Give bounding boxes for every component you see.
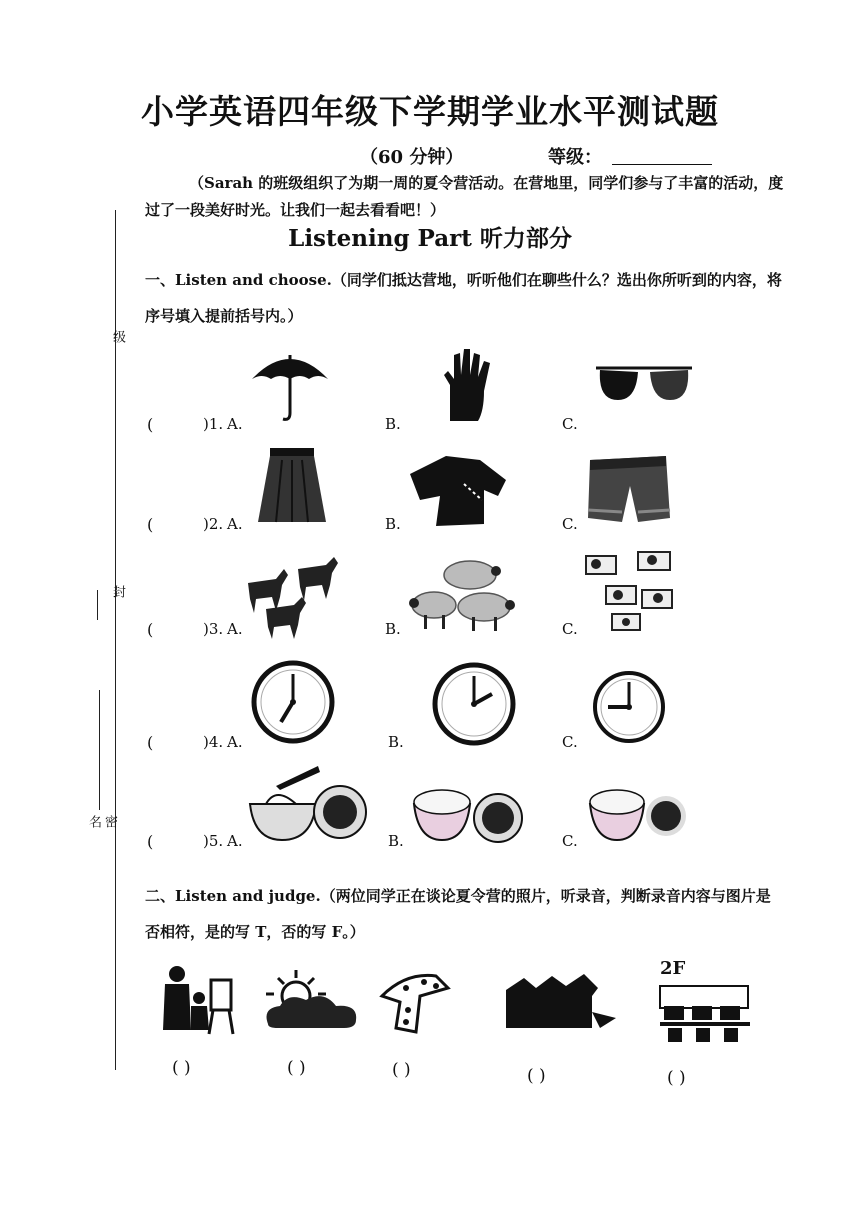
skirt-icon[interactable] [252,446,332,526]
sun-cloud-icon[interactable] [258,968,362,1032]
option-c-label: C. [562,515,578,533]
drawing-class-icon[interactable] [155,964,235,1036]
question-number: )1. [203,415,224,433]
margin-name-line [99,690,100,810]
farm-icon[interactable] [496,972,620,1038]
section2-heading: 二、Listen and judge.（两位同学正在谈论夏令营的照片，听录音，判断录音内容与图片是否相符，是的写 T，否的写 F。） [145,887,771,941]
option-a-label: A. [227,620,243,638]
option-c-label: C. [562,733,578,751]
option-b-label: B. [385,415,401,433]
clock-9-icon[interactable] [592,670,666,744]
margin-label-name: 名 [86,815,101,828]
rice-vegetables-icon[interactable] [410,784,524,848]
option-c-label: C. [562,832,578,850]
margin-label-class: 级 [110,330,125,343]
option-a-label: A. [227,415,243,433]
jacket-icon[interactable] [406,450,510,530]
umbrella-icon[interactable] [248,345,332,425]
answer-paren[interactable]: ( [147,733,154,752]
scarf-icon[interactable] [376,966,456,1036]
option-b-label: B. [388,733,404,751]
duration: （60 分钟） [360,147,464,168]
margin-label-dense: 密 [102,815,117,828]
clock-2-icon[interactable] [432,662,516,746]
horses-icon[interactable] [240,555,344,641]
option-c-label: C. [562,620,578,638]
clock-7-icon[interactable] [251,660,335,744]
sunglasses-icon[interactable] [592,360,696,405]
answer-paren[interactable]: ( [147,620,154,639]
judge-answer-1[interactable]: ( ) [172,1058,191,1078]
question-number: )4. [203,733,224,751]
computer-room-icon[interactable] [652,982,756,1046]
judge-answer-3[interactable]: ( ) [392,1060,411,1080]
question-number: )3. [203,620,224,638]
judge-answer-5[interactable]: ( ) [667,1068,686,1088]
option-a-label: A. [227,733,243,751]
grade-label: 等级： [548,147,602,168]
cows-icon[interactable] [578,540,682,636]
margin-line-short [97,590,98,620]
answer-paren[interactable]: ( [147,515,154,534]
judge-answer-2[interactable]: ( ) [287,1058,306,1078]
intro-text: （Sarah 的班级组织了为期一周的夏令营活动。在营地里，同学们参与了丰富的活动，度过了一段美好时光。让我们一起去看看吧！） [145,174,784,219]
grade-blank[interactable] [612,164,712,165]
floor-label: 2F [660,958,686,979]
margin-label-seal: 封 [110,585,125,598]
option-b-label: B. [385,620,401,638]
glove-icon[interactable] [438,345,498,423]
option-b-label: B. [388,832,404,850]
shorts-icon[interactable] [582,452,674,526]
question-number: )2. [203,515,224,533]
judge-answer-4[interactable]: ( ) [527,1066,546,1086]
answer-paren[interactable]: ( [147,832,154,851]
option-a-label: A. [227,515,243,533]
noodles-vegetables-icon[interactable] [246,762,368,846]
sheep-icon[interactable] [404,555,520,635]
question-number: )5. [203,832,224,850]
page-title: 小学英语四年级下学期学业水平测试题 [141,92,719,131]
option-b-label: B. [385,515,401,533]
answer-paren[interactable]: ( [147,415,154,434]
option-a-label: A. [227,832,243,850]
rice-vegetables-icon[interactable] [586,784,688,846]
section1-heading: 一、Listen and choose.（同学们抵达营地，听听他们在聊些什么？选出你所听到的内容，将序号填入提前括号内。） [145,271,782,325]
option-c-label: C. [562,415,578,433]
part-title: Listening Part 听力部分 [288,225,572,252]
